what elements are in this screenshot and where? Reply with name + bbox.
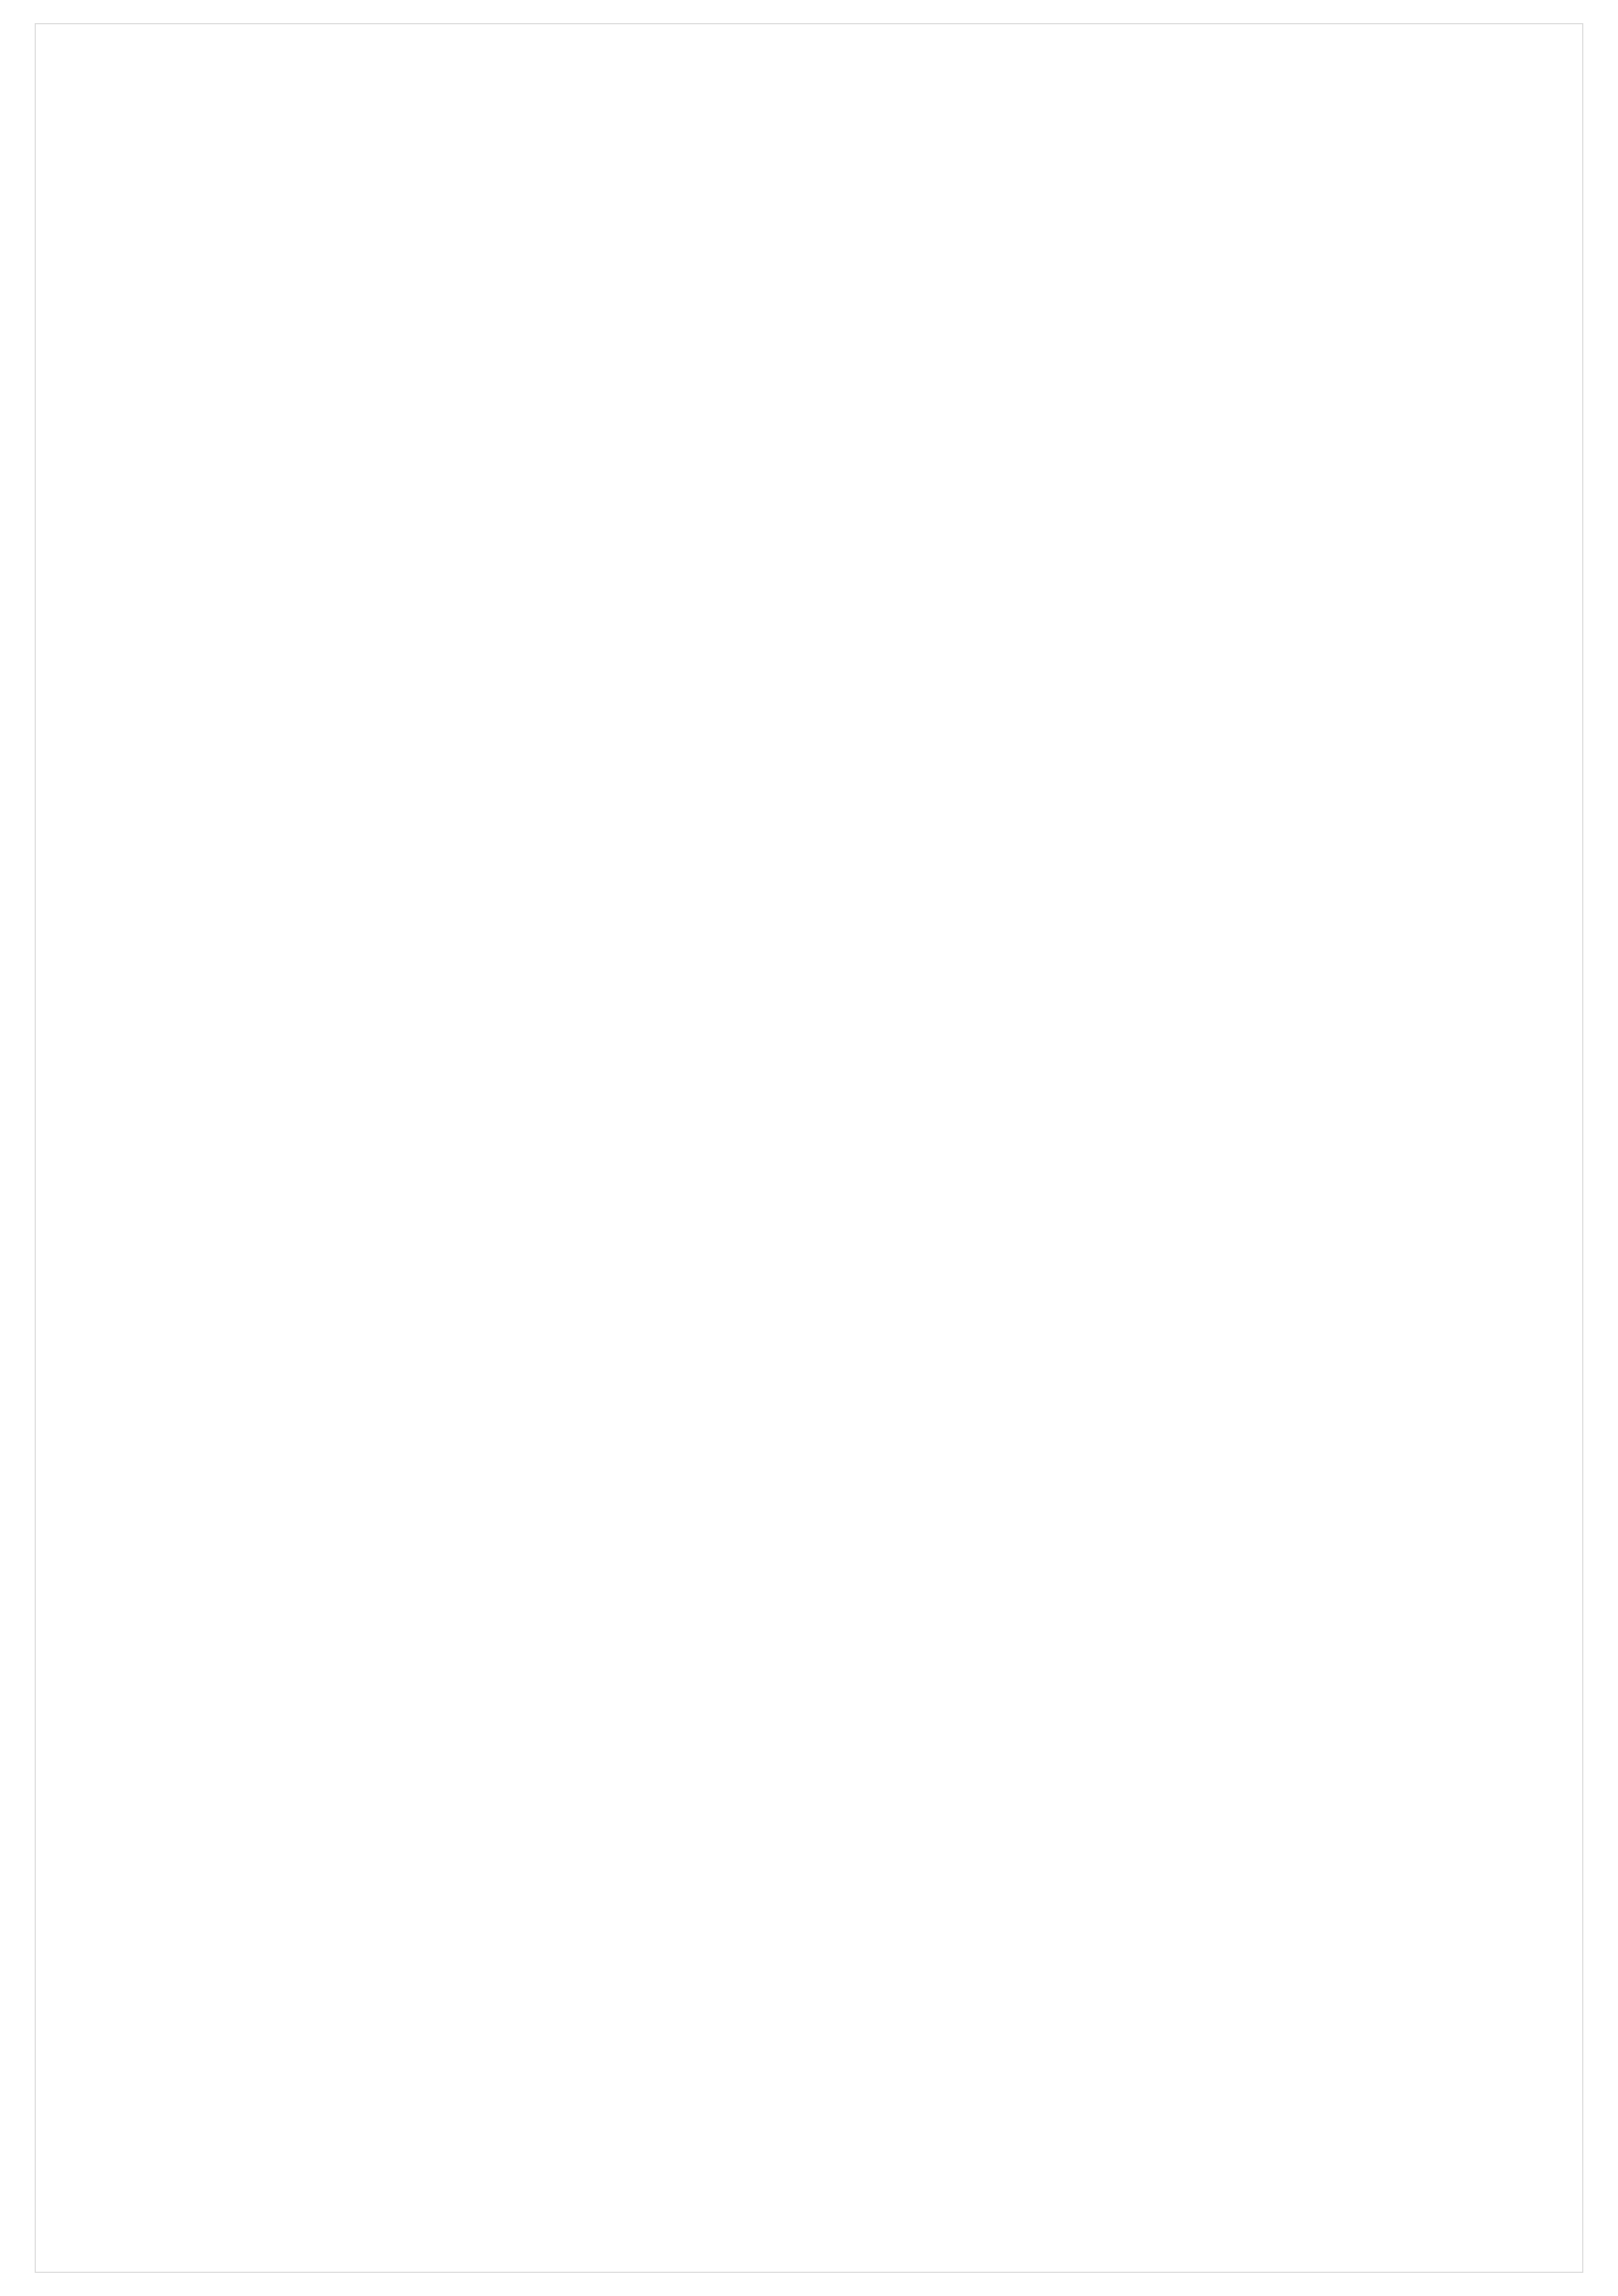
page-frame	[35, 23, 1583, 2273]
